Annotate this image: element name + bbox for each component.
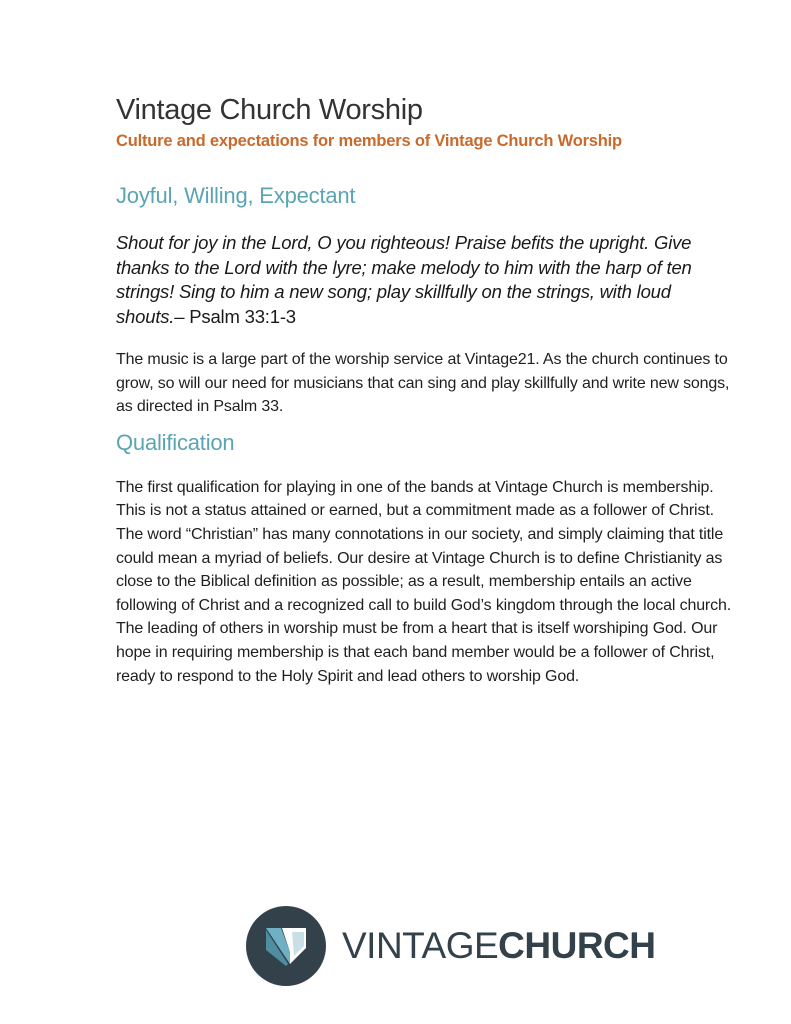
logo-word-church: CHURCH — [498, 925, 656, 966]
scripture-text: Shout for joy in the Lord, O you righteous! Praise befits the upright. Give thanks to the Lord with the lyre; make melody to him with the harp of ten strings! Sing to him a new song; play skillfully on the strings, with loud shouts. — [116, 232, 692, 327]
page-title: Vintage Church Worship — [116, 94, 423, 126]
document-page — [116, 92, 736, 688]
logo-word-vintage: VINTAGE — [342, 925, 499, 966]
logo-wordmark — [342, 926, 656, 966]
section-heading-joyful: Joyful, Willing, Expectant — [116, 183, 356, 208]
scripture-quote — [116, 231, 736, 329]
paragraph-music: The music is a large part of the worship service at Vintage21. As the church continues to grow, so will our need for musicians that can sing and play skillfully and write new songs, as directed in Psalm 33. — [116, 351, 730, 416]
scripture-reference: – Psalm 33:1-3 — [174, 305, 296, 327]
paragraph-qualification: The first qualification for playing in one of the bands at Vintage Church is membership. This is not a status attained or earned, but a commitment made as a follower of Christ. The word “Christian” has many connotations in our society, and simply claiming that title could mean a myriad of beliefs. Our desire at Vintage Church is to define Christianity as close to the Biblical definition as possible; as a result, membership entails an active following of Christ and a recognized call to build God’s kingdom through the local church. The leading of others in worship must be from a heart that is itself worshiping God. Our hope in requiring membership is that each band member would be a follower of Christ, ready to respond to the Holy Spirit and lead others to worship God. — [116, 478, 732, 685]
section-heading-qualification: Qualification — [116, 429, 235, 455]
vintage-church-emblem-icon — [246, 906, 326, 986]
vintage-church-logo — [246, 906, 656, 986]
page-subtitle: Culture and expectations for members of Vintage Church Worship — [116, 132, 622, 150]
